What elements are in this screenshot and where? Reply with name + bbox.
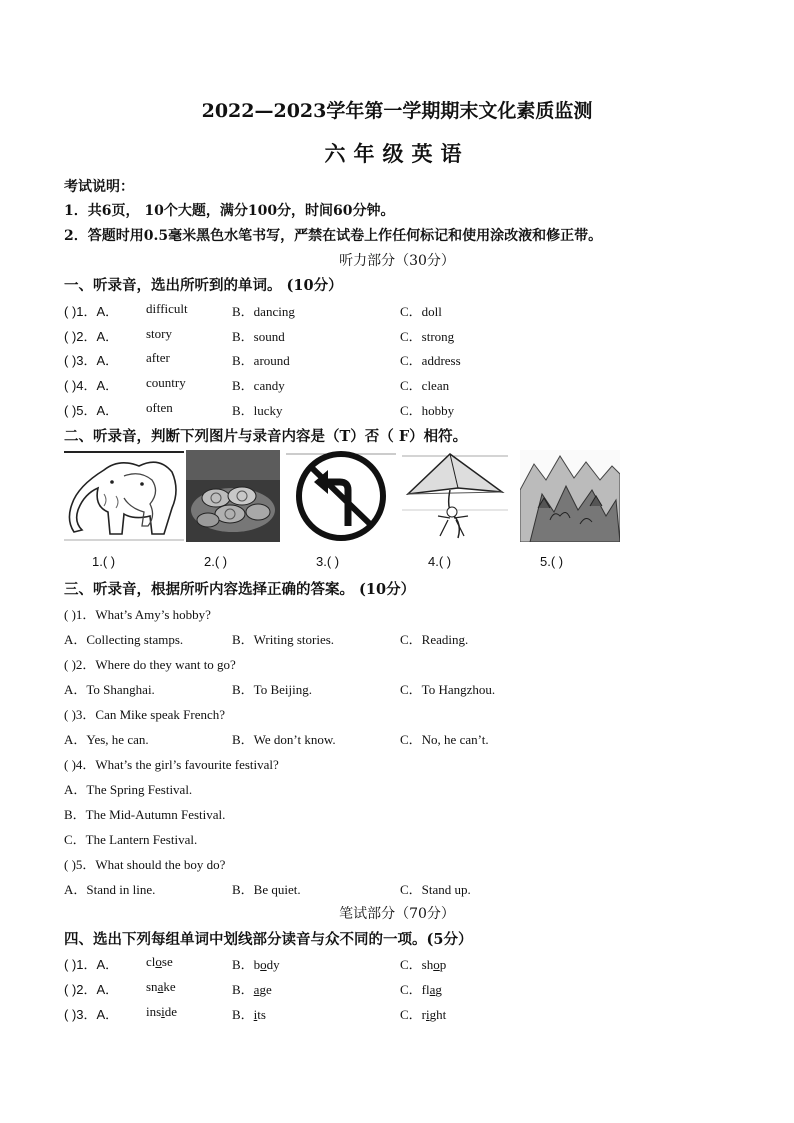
word-part: r (421, 1007, 427, 1022)
option-b (232, 1004, 266, 1023)
option-a: A．Yes, he can. (64, 732, 149, 747)
question-number: ( )2．A． (64, 329, 119, 344)
notes-line-2: 2．答题时用0.5毫米黑色水笔书写，严禁在试卷上作任何标记和使用涂改液和修正带。 (64, 228, 603, 244)
underlined-letter: i (253, 1007, 258, 1022)
mooncakes-picture (186, 450, 280, 542)
answer-row (64, 629, 624, 647)
question-number: ( )1．A． (64, 304, 119, 319)
option-c: C．Stand up. (400, 882, 471, 897)
option-a (146, 1004, 177, 1020)
option-b: B．The Mid-Autumn Festival. (64, 807, 226, 822)
option-c: C．hobby (400, 403, 455, 418)
picture-strip (64, 450, 620, 542)
option-c: C．The Lantern Festival. (64, 832, 198, 847)
picture-label-4: 4.( ) (428, 554, 452, 569)
option-letter: B． (232, 957, 254, 972)
option-a: story (146, 326, 172, 341)
option-a: after (146, 350, 170, 365)
option-a: A．The Spring Festival. (64, 782, 193, 797)
question-text: ( )1．What’s Amy’s hobby? (64, 607, 211, 622)
option-a: A．Stand in line. (64, 882, 156, 897)
question-text: ( )4．What’s the girl’s favourite festival? (64, 757, 279, 772)
elephants-picture (64, 450, 184, 542)
word-part: sn (146, 979, 158, 994)
option-b: B．sound (232, 329, 285, 344)
answer-row (64, 679, 624, 697)
option-a: A．To Shanghai. (64, 682, 155, 697)
option-letter: C． (400, 982, 422, 997)
exam-subtitle: 六年级英语 (324, 141, 470, 166)
writing-part-title: 笔试部分（70分） (339, 906, 455, 922)
option-b: B．lucky (232, 403, 283, 418)
list-item (64, 954, 624, 972)
option-letter: C． (400, 1007, 422, 1022)
word-part: b (253, 957, 261, 972)
section-3-title: 三、听录音，根据所听内容选择正确的答案。 (10分） (64, 581, 416, 598)
word-part: dy (266, 957, 280, 972)
question-number: ( )2．A． (64, 982, 119, 997)
option-letter: B． (232, 1007, 254, 1022)
word-part: ts (257, 1007, 266, 1022)
list-item (64, 375, 624, 393)
option-c: C．address (400, 353, 461, 368)
option-c: C．clean (400, 378, 450, 393)
option-b: B．candy (232, 378, 285, 393)
answer-row (64, 879, 624, 897)
option-c (400, 979, 442, 998)
list-item (64, 1004, 624, 1022)
underlined-letter: o (260, 957, 267, 972)
list-item (64, 326, 624, 344)
underlined-letter: o (433, 957, 440, 972)
exam-title: 2022—2023学年第一学期期末文化素质监测 (201, 100, 593, 122)
word-part: ins (146, 1004, 162, 1019)
picture-label-5: 5.( ) (540, 554, 564, 569)
option-c: C．strong (400, 329, 455, 344)
option-letter: C． (400, 957, 422, 972)
section-4-title: 四、选出下列每组单词中划线部分读音与众不同的一项。(5分） (64, 931, 473, 948)
option-c (400, 1004, 446, 1023)
word-part: g (435, 982, 442, 997)
option-c: C．doll (400, 304, 442, 319)
underlined-letter: i (161, 1004, 165, 1019)
option-b: B．dancing (232, 304, 295, 319)
word-part: sh (421, 957, 434, 972)
word-part: ke (163, 979, 176, 994)
picture-label-1: 1.( ) (92, 554, 116, 569)
answer-row (64, 729, 624, 747)
option-c: C．Reading. (400, 632, 469, 647)
word-part: de (164, 1004, 178, 1019)
section-2-title: 二、听录音，判断下列图片与录音内容是（T）否（ F）相符。 (64, 428, 468, 445)
option-a: often (146, 400, 173, 415)
word-part: cl (146, 954, 156, 969)
word-part: se (161, 954, 173, 969)
question-number: ( )4．A． (64, 378, 119, 393)
question-number: ( )1．A． (64, 957, 119, 972)
option-b: B．Writing stories. (232, 632, 335, 647)
underlined-letter: o (155, 954, 162, 969)
word-part: fl (421, 982, 430, 997)
underlined-letter: a (429, 982, 436, 997)
word-part: ge (259, 982, 272, 997)
list-item (64, 979, 624, 997)
underlined-letter: a (157, 979, 164, 994)
option-b: B．around (232, 353, 290, 368)
list-item (64, 350, 624, 368)
question-text: ( )2．Where do they want to go? (64, 657, 236, 672)
underlined-letter: i (426, 1007, 430, 1022)
question-number: ( )5．A． (64, 403, 119, 418)
mountains-picture (520, 450, 620, 542)
option-a: difficult (146, 301, 188, 316)
section-1-title: 一、听录音，选出所听到的单词。 (10分） (64, 277, 343, 294)
listening-part-title: 听力部分（30分） (339, 253, 455, 269)
option-a (146, 954, 173, 970)
no-left-turn-sign-picture (286, 450, 396, 542)
option-letter: B． (232, 982, 254, 997)
notes-heading: 考试说明： (64, 179, 134, 195)
picture-label-3: 3.( ) (316, 554, 340, 569)
kite-picture (402, 450, 508, 542)
question-number: ( )3．A． (64, 353, 119, 368)
option-a: A．Collecting stamps. (64, 632, 184, 647)
option-c (400, 954, 446, 973)
word-part: ght (429, 1007, 447, 1022)
option-b: B．Be quiet. (232, 882, 301, 897)
option-b (232, 954, 280, 973)
option-b: B．We don’t know. (232, 732, 336, 747)
option-a: country (146, 375, 186, 390)
option-c: C．No, he can’t. (400, 732, 489, 747)
list-item (64, 400, 624, 418)
word-part: p (439, 957, 447, 972)
picture-label-2: 2.( ) (204, 554, 228, 569)
question-text: ( )5．What should the boy do? (64, 857, 226, 872)
question-text: ( )3．Can Mike speak French? (64, 707, 226, 722)
underlined-letter: a (253, 982, 260, 997)
option-b: B．To Beijing. (232, 682, 312, 697)
list-item (64, 301, 624, 319)
notes-line-1: 1．共6页， 10个大题，满分100分，时间60分钟。 (64, 203, 395, 219)
option-b (232, 979, 272, 998)
option-a (146, 979, 176, 995)
question-number: ( )3．A． (64, 1007, 119, 1022)
option-c: C．To Hangzhou. (400, 682, 496, 697)
